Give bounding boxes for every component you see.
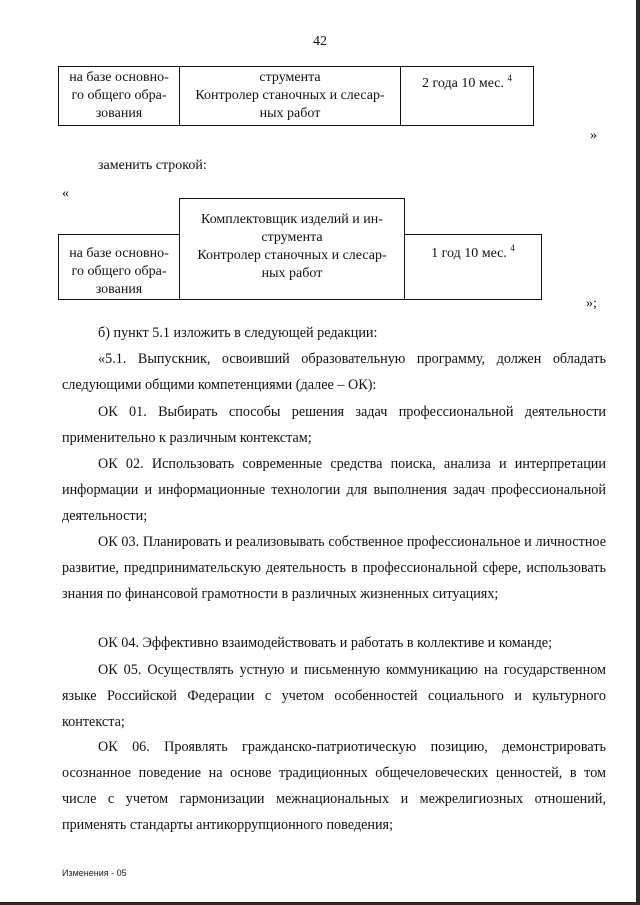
new-table-education-cell: на базе основно- го общего обра- зования xyxy=(58,234,180,300)
closing-quote: » xyxy=(590,128,597,143)
new-table xyxy=(58,198,542,300)
new-table-duration: 1 год 10 мес. xyxy=(431,246,507,261)
new-table-profession-cell: Комплектовщик изделий и ин- струмента Контролер станочных и слесар- ных работ xyxy=(179,198,405,300)
paragraph-ok05: ОК 05. Осуществлять устную и письменную коммуникацию на государственном языке Российской Федерации с учетом особенностей социального и культурного контекста; xyxy=(62,662,606,730)
paragraph-b: б) пункт 5.1 изложить в следующей редакции: xyxy=(98,325,378,341)
paragraph-ok03: ОК 03. Планировать и реализовывать собственное профессиональное и личностное развитие, предпринимательскую деятельность в профессиональной сфере, использовать знания по финансовой грамотности в различных жизненных ситуациях; xyxy=(62,534,606,602)
closing-quote-semicolon: »; xyxy=(586,296,597,311)
old-table-education-cell: на базе основно- го общего обра- зования xyxy=(59,67,180,126)
paragraph-ok02: ОК 02. Использовать современные средства поиска, анализа и интерпретации информации и информационные технологии для выполнения задач профессиональной деятельности; xyxy=(62,456,606,524)
new-table-duration-cell xyxy=(404,234,542,300)
page-number: 42 xyxy=(313,34,327,49)
page-edge-right xyxy=(636,0,640,905)
new-table-footnote-mark: 4 xyxy=(510,243,515,253)
old-table xyxy=(58,66,534,126)
old-table-duration: 2 года 10 мес. xyxy=(422,76,504,91)
replace-label: заменить строкой: xyxy=(98,158,207,173)
paragraph-5-1: «5.1. Выпускник, освоивший образовательную программу, должен обладать следующими общими компетенциями (далее – ОК): xyxy=(62,351,606,393)
paragraph-ok06: ОК 06. Проявлять гражданско-патриотическую позицию, демонстрировать осознанное поведение на основе традиционных общечеловеческих ценностей, в том числе с учетом гармонизации межнациональных и межрелигиозных отношений, применять стандарты антикоррупционного поведения; xyxy=(62,739,606,833)
footer-revision: Изменения - 05 xyxy=(62,868,127,878)
paragraph-ok04: ОК 04. Эффективно взаимодействовать и работать в коллективе и команде; xyxy=(98,635,553,651)
paragraph-ok01: ОК 01. Выбирать способы решения задач профессиональной деятельности применительно к различным контекстам; xyxy=(62,404,606,446)
old-table-profession-cell: струмента Контролер станочных и слесар- ных работ xyxy=(180,67,401,126)
opening-quote: « xyxy=(62,186,69,201)
old-table-footnote-mark: 4 xyxy=(507,73,512,83)
table-row xyxy=(59,67,534,126)
old-table-duration-cell xyxy=(401,67,534,126)
